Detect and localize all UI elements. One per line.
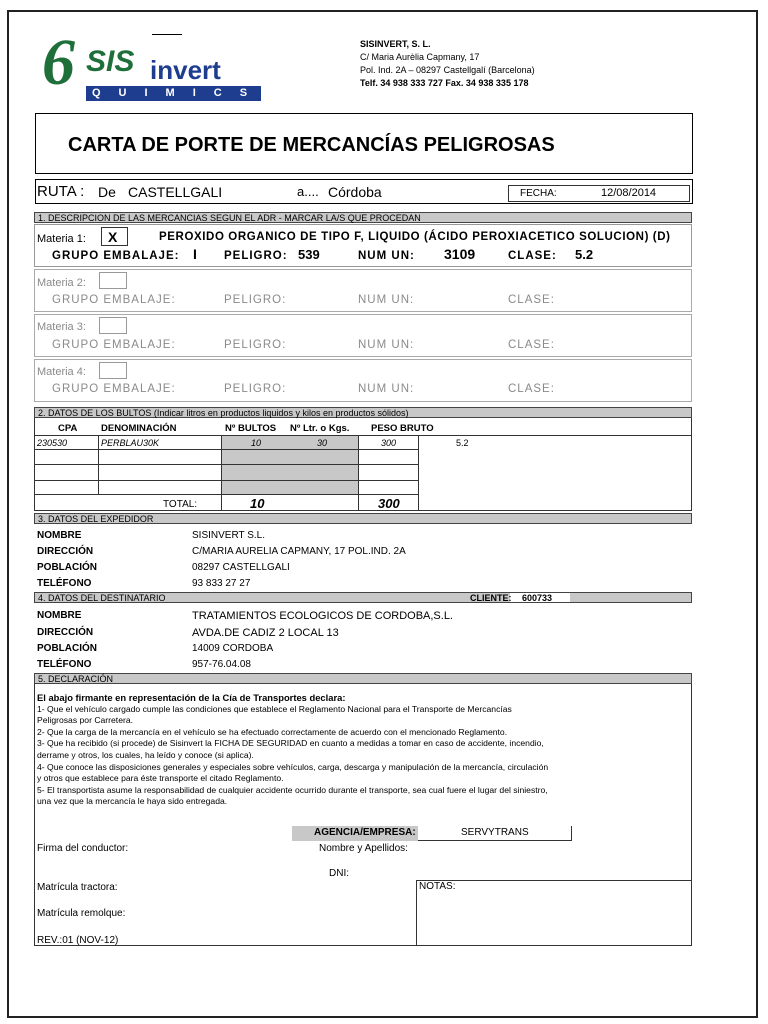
company-name: SISINVERT, S. L.	[360, 39, 431, 49]
logo-quimics: QUIMICS	[92, 87, 266, 99]
section5-title: 5. DECLARACIÓN	[38, 674, 114, 684]
logo-sis: SIS	[86, 45, 135, 78]
notas-label: NOTAS:	[419, 881, 456, 892]
destinatario-poblacion: 14009 CORDOBA	[192, 643, 274, 654]
route-label-text: RUTA	[37, 183, 76, 200]
date-value: 12/08/2014	[601, 187, 657, 199]
agencia-value: SERVYTRANS	[461, 827, 529, 838]
destinatario-nombre-label: NOMBRE	[37, 610, 82, 621]
bultos-shaded-line-2	[222, 464, 358, 465]
expedidor-direccion-label: DIRECCIÓN	[37, 546, 94, 557]
bultos-shaded-line-3	[222, 480, 358, 481]
expedidor-poblacion-label: POBLACIÓN	[37, 562, 97, 573]
expedidor-direccion: C/MARIA AURELIA CAPMANY, 17 POL.IND. 2A	[192, 546, 406, 557]
cliente-label: CLIENTE:	[470, 593, 512, 603]
bultos-row-line-4	[34, 494, 418, 495]
section3-header	[34, 513, 692, 524]
declaracion-line-8: 5- El transportista asume la responsabilidad de cualquier accidente ocurrido durante el transporte, sea cual fuere el lugar del siniestro,	[37, 784, 548, 795]
revision-label: REV.:01 (NOV-12)	[37, 935, 119, 946]
declaracion-line-9: una vez que la mercancía le haya sido entregada.	[37, 796, 228, 807]
materia-4-row	[34, 359, 692, 402]
section2-title: 2. DATOS DE LOS BULTOS (Indicar litros en productos liquidos y kilos en productos sólidos)	[38, 408, 409, 418]
declaracion-line-5: derrame y otros, los cuales, ha leído y conoce (si aplica).	[37, 749, 254, 760]
route-to-prefix: a....	[297, 184, 319, 199]
declaracion-line-6: 4- Que conoce las disposiciones generales y especiales sobre vehículos, carga, descarga y manipulación de la mercancía, circulación	[37, 761, 549, 772]
declaracion-line-1: 1- Que el vehículo cargado cumple las condiciones que establece el Reglamento Nacional para el Transporte de Mercancías	[37, 703, 512, 714]
materia-1-mark: X	[108, 229, 118, 245]
row-denominacion: PERBLAU30K	[101, 438, 160, 448]
section3-title: 3. DATOS DEL EXPEDIDOR	[38, 514, 154, 524]
materia-1-clase-label: CLASE:	[508, 250, 557, 262]
row-extra-value: 5.2	[456, 438, 469, 448]
bultos-col-line-3	[358, 436, 359, 511]
company-street: C/ Maria Aurèlia Capmany, 17	[360, 52, 480, 62]
materia-1-label: Materia 1:	[37, 233, 86, 245]
agencia-label: AGENCIA/EMPRESA:	[314, 827, 416, 838]
row-cpa: 230530	[37, 438, 68, 448]
total-bultos: 10	[250, 496, 265, 511]
matricula-tractora-label: Matrícula tractora:	[37, 882, 118, 893]
materia-1-peligro: 539	[298, 247, 320, 262]
document-title: CARTA DE PORTE DE MERCANCÍAS PELIGROSAS	[68, 134, 555, 156]
col-bultos-header: Nº BULTOS	[225, 423, 277, 434]
row-ltr-kgs: 30	[317, 438, 328, 448]
declaracion-text	[37, 692, 548, 808]
section1-header	[34, 212, 692, 223]
destinatario-telefono: 957-76.04.08	[192, 659, 251, 670]
col-ltr-kgs-header: Nº Ltr. o Kgs.	[290, 423, 350, 434]
company-address	[360, 38, 535, 90]
logo-invert: invert	[150, 55, 221, 85]
materia-2-peligro-label: PELIGRO:	[224, 294, 287, 306]
materia-3-numun-label: NUM UN:	[358, 339, 415, 351]
dni-label: DNI:	[329, 868, 349, 879]
total-label: TOTAL:	[163, 499, 198, 510]
destinatario-direccion: AVDA.DE CADIZ 2 LOCAL 13	[192, 627, 339, 639]
bultos-shaded-cells	[222, 436, 358, 494]
destinatario-direccion-label: DIRECCIÓN	[37, 627, 94, 638]
notas-box[interactable]	[416, 880, 692, 946]
declaracion-line-0: El abajo firmante en representación de la Cía de Transportes declara:	[37, 692, 346, 703]
destinatario-nombre: TRATAMIENTOS ECOLOGICOS DE CORDOBA,S.L.	[192, 610, 453, 622]
nombre-apellidos-label: Nombre y Apellidos:	[319, 843, 408, 854]
materia-1-grupo: I	[193, 246, 197, 262]
materia-2-label: Materia 2:	[37, 277, 86, 289]
route-colon: :	[75, 183, 85, 200]
materia-4-checkbox[interactable]	[99, 362, 127, 379]
declaracion-line-4: 3- Que ha recibido (si procede) de Sisinvert la FICHA DE SEGURIDAD en cuanto a medidas a tomar en caso de accidente, incendio,	[37, 738, 544, 749]
materia-2-numun-label: NUM UN:	[358, 294, 415, 306]
bultos-col-line-1	[98, 436, 99, 494]
col-cpa-header: CPA	[58, 423, 78, 434]
top-rule	[152, 34, 182, 35]
section1-title: 1. DESCRIPCION DE LAS MERCANCIAS SEGUN EL ADR - MARCAR LA/S QUE PROCEDAN	[38, 213, 421, 223]
destinatario-poblacion-label: POBLACIÓN	[37, 643, 97, 654]
route-from: CASTELLGALI	[128, 184, 223, 200]
materia-4-label: Materia 4:	[37, 366, 86, 378]
expedidor-telefono-label: TELÉFONO	[37, 578, 92, 589]
materia-2-clase-label: CLASE:	[508, 294, 555, 306]
company-phones: Telf. 34 938 333 727 Fax. 34 938 335 178	[360, 78, 529, 88]
materia-1-description: PEROXIDO ORGANICO DE TIPO F, LIQUIDO (ÁCIDO PEROXIACETICO SOLUCION) (D)	[159, 231, 671, 243]
materia-4-numun-label: NUM UN:	[358, 383, 415, 395]
materia-1-peligro-label: PELIGRO:	[224, 250, 288, 262]
declaracion-line-3: 2- Que la carga de la mercancía en el vehículo se ha efectuado correctamente de acuerdo con el mencionado Reglamento.	[37, 726, 508, 737]
logo-six: 6	[42, 26, 75, 99]
materia-3-checkbox[interactable]	[99, 317, 127, 334]
date-label: FECHA:	[520, 188, 557, 199]
bultos-col-line-4	[418, 436, 419, 511]
materia-1-numun-label: NUM UN:	[358, 250, 415, 262]
materia-4-grupo-label: GRUPO EMBALAJE:	[52, 383, 176, 395]
declaracion-line-2: Peligrosas por Carretera.	[37, 715, 134, 726]
bultos-shaded-line-1	[222, 449, 358, 450]
materia-1-grupo-label: GRUPO EMBALAJE:	[52, 250, 180, 262]
route-to: Córdoba	[328, 184, 382, 200]
route-label	[37, 183, 84, 200]
declaracion-line-7: y otros que establece para éste transporte el citado Reglamento.	[37, 773, 284, 784]
cliente-value: 600733	[522, 593, 553, 603]
total-peso: 300	[378, 496, 400, 511]
section2-header	[34, 407, 692, 418]
col-peso-bruto-header: PESO BRUTO	[371, 423, 434, 434]
materia-4-peligro-label: PELIGRO:	[224, 383, 287, 395]
destinatario-telefono-label: TELÉFONO	[37, 659, 92, 670]
section4-title: 4. DATOS DEL DESTINATARIO	[38, 593, 166, 603]
expedidor-nombre: SISINVERT S.L.	[192, 530, 265, 541]
materia-1-clase: 5.2	[575, 247, 594, 262]
section5-header	[34, 673, 692, 684]
materia-2-checkbox[interactable]	[99, 272, 127, 289]
materia-3-clase-label: CLASE:	[508, 339, 555, 351]
row-peso-bruto: 300	[381, 438, 397, 448]
company-polygon: Pol. Ind. 2A – 08297 Castellgalí (Barcelona)	[360, 65, 535, 75]
route-from-prefix: De	[98, 184, 116, 200]
materia-4-clase-label: CLASE:	[508, 383, 555, 395]
col-denominacion-header: DENOMINACIÓN	[101, 423, 177, 434]
materia-2-grupo-label: GRUPO EMBALAJE:	[52, 294, 176, 306]
materia-3-label: Materia 3:	[37, 321, 86, 333]
expedidor-telefono: 93 833 27 27	[192, 578, 251, 589]
materia-1-numun: 3109	[444, 246, 476, 262]
matricula-remolque-label: Matrícula remolque:	[37, 908, 126, 919]
materia-3-peligro-label: PELIGRO:	[224, 339, 287, 351]
materia-3-grupo-label: GRUPO EMBALAJE:	[52, 339, 176, 351]
expedidor-nombre-label: NOMBRE	[37, 530, 82, 541]
expedidor-poblacion: 08297 CASTELLGALI	[192, 562, 290, 573]
row-bultos: 10	[251, 438, 262, 448]
section4-header	[34, 592, 692, 603]
firma-label: Firma del conductor:	[37, 843, 129, 854]
bultos-header-line	[34, 435, 692, 436]
logo-quimics-bar	[86, 86, 266, 101]
